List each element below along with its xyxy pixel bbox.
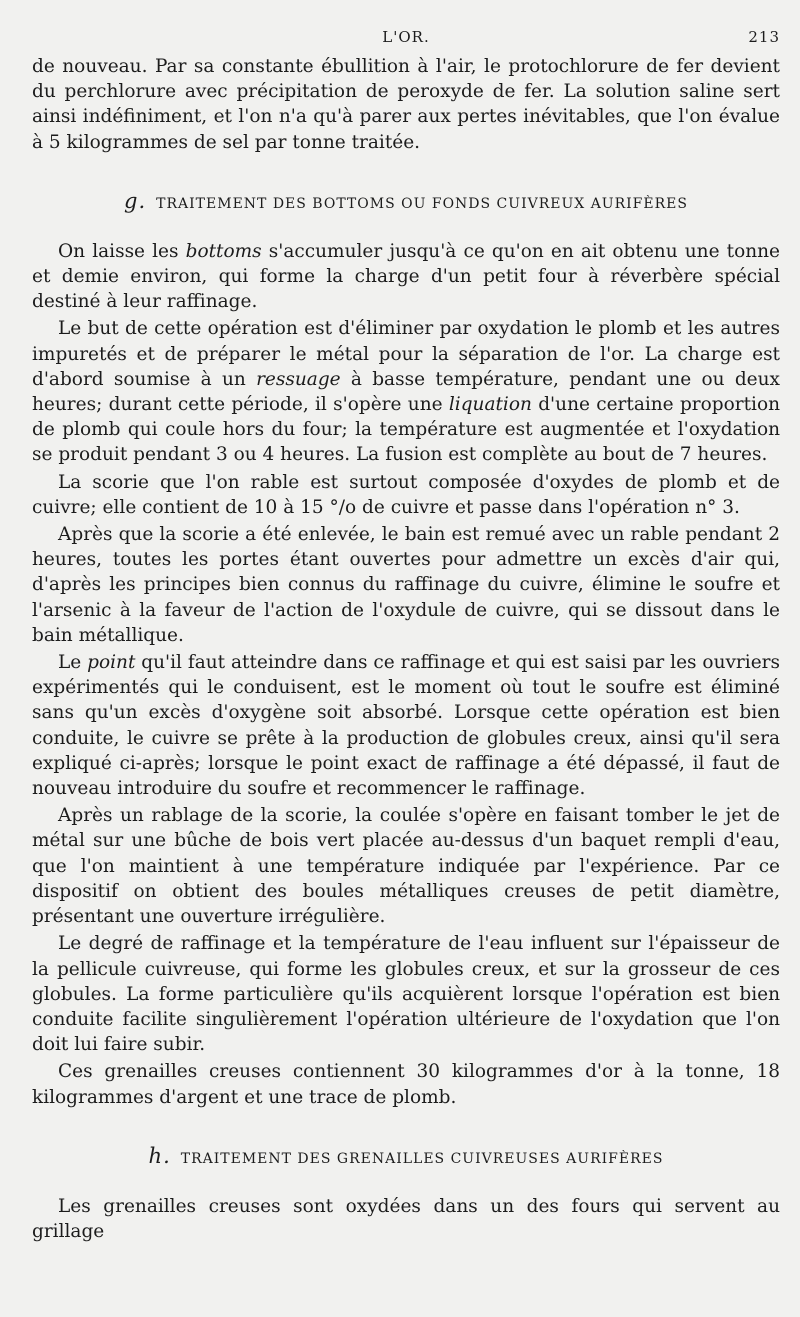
page-number: 213 (748, 28, 780, 46)
paragraph (32, 316, 780, 467)
text-span: Le but de cette opération est d'éliminer par oxydation le plomb et les autres impuretés et de préparer le métal pour la séparation de l'or. La charge est d'abord soumise à un (32, 318, 780, 390)
text-span: Le (58, 652, 88, 674)
paragraph: Le degré de raffinage et la température de l'eau influent sur l'épaisseur de la pellicule cuivreuse, qui forme les globules creux, et sur la grosseur de ces globules. La forme particulière qu'ils acquièrent lorsque l'opération est bien conduite facilite singulièrement l'opération ultérieure de l'oxydation que l'on doit lui faire subir. (32, 933, 780, 1056)
book-page (32, 28, 780, 1308)
paragraph: Ces grenailles creuses contiennent 30 kilogrammes d'or à la tonne, 18 kilogrammes d'argent et une trace de plomb. (32, 1061, 780, 1108)
section-title: TRAITEMENT DES BOTTOMS OU FONDS CUIVREUX AURIFÈRES (156, 195, 688, 212)
italic-term: liquation (448, 394, 532, 416)
paragraph (32, 650, 780, 801)
running-title: L'OR. (382, 28, 430, 46)
section-heading-h (32, 1144, 780, 1168)
section-letter: h. (148, 1143, 171, 1168)
text-span: s'accumuler jusqu'à ce qu'on en ait obtenu une tonne et demie environ, qui forme la charge d'un petit four à réverbère spécial destiné à leur raffinage. (32, 240, 780, 313)
italic-term: ressuage (256, 368, 341, 390)
italic-term: point (87, 652, 136, 674)
text-span: à basse température, pendant une ou deux heures; durant cette période, il s'opère une (32, 368, 780, 416)
paragraph: Après un rablage de la scorie, la coulée s'opère en faisant tomber le jet de métal sur une bûche de bois vert placée au-dessus d'un baquet rempli d'eau, que l'on maintient à une température indiquée par l'expérience. Par ce dispositif on obtient des boules métalliques creuses de petit diamètre, présentant une ouverture irrégulière. (32, 805, 780, 928)
text-span: On laisse les (58, 240, 186, 262)
paragraph (32, 239, 780, 315)
paragraph-continued: de nouveau. Par sa constante ébullition à l'air, le protochlorure de fer devient du perchlorure avec précipitation de peroxyde de fer. La solution saline sert ainsi indéfiniment, et l'on n'a qu'à parer aux pertes inévitables, que l'on évalue à 5 kilogrammes de sel par tonne traitée. (32, 56, 780, 153)
section-title: TRAITEMENT DES GRENAILLES CUIVREUSES AURIFÈRES (180, 1150, 664, 1167)
section-letter: g. (124, 188, 147, 213)
text-span: qu'il faut atteindre dans ce raffinage et qui est saisi par les ouvriers expérimentés qui le conduisent, est le moment où tout le soufre est éliminé sans qu'un excès d'oxygène soit absorbé. Lorsque cette opération est bien conduite, le cuivre se prête à la production de globules creux, ainsi qu'il sera expliqué ci-après; lorsque le point exact de raffinage a été dépassé, il faut de nouveau introduire du soufre et recommencer le raffinage. (32, 652, 780, 800)
section-heading-g (32, 189, 780, 213)
paragraph: Les grenailles creuses sont oxydées dans un des fours qui servent au grillage (32, 1195, 780, 1242)
running-header (32, 28, 780, 54)
paragraph: La scorie que l'on rable est surtout composée d'oxydes de plomb et de cuivre; elle contient de 10 à 15 °/o de cuivre et passe dans l'opération n° 3. (32, 471, 780, 518)
paragraph: Après que la scorie a été enlevée, le bain est remué avec un rable pendant 2 heures, toutes les portes étant ouvertes pour admettre un excès d'air qui, d'après les principes bien connus du raffinage du cuivre, élimine le soufre et l'arsenic à la faveur de l'action de l'oxydule de cuivre, qui se dissout dans le bain métallique. (32, 524, 780, 646)
italic-term: bottoms (185, 240, 262, 262)
text-span: d'une certaine proportion de plomb qui coule hors du four; la température est augmentée et l'oxydation se produit pendant 3 ou 4 heures. La fusion est complète au bout de 7 heures. (32, 394, 781, 466)
